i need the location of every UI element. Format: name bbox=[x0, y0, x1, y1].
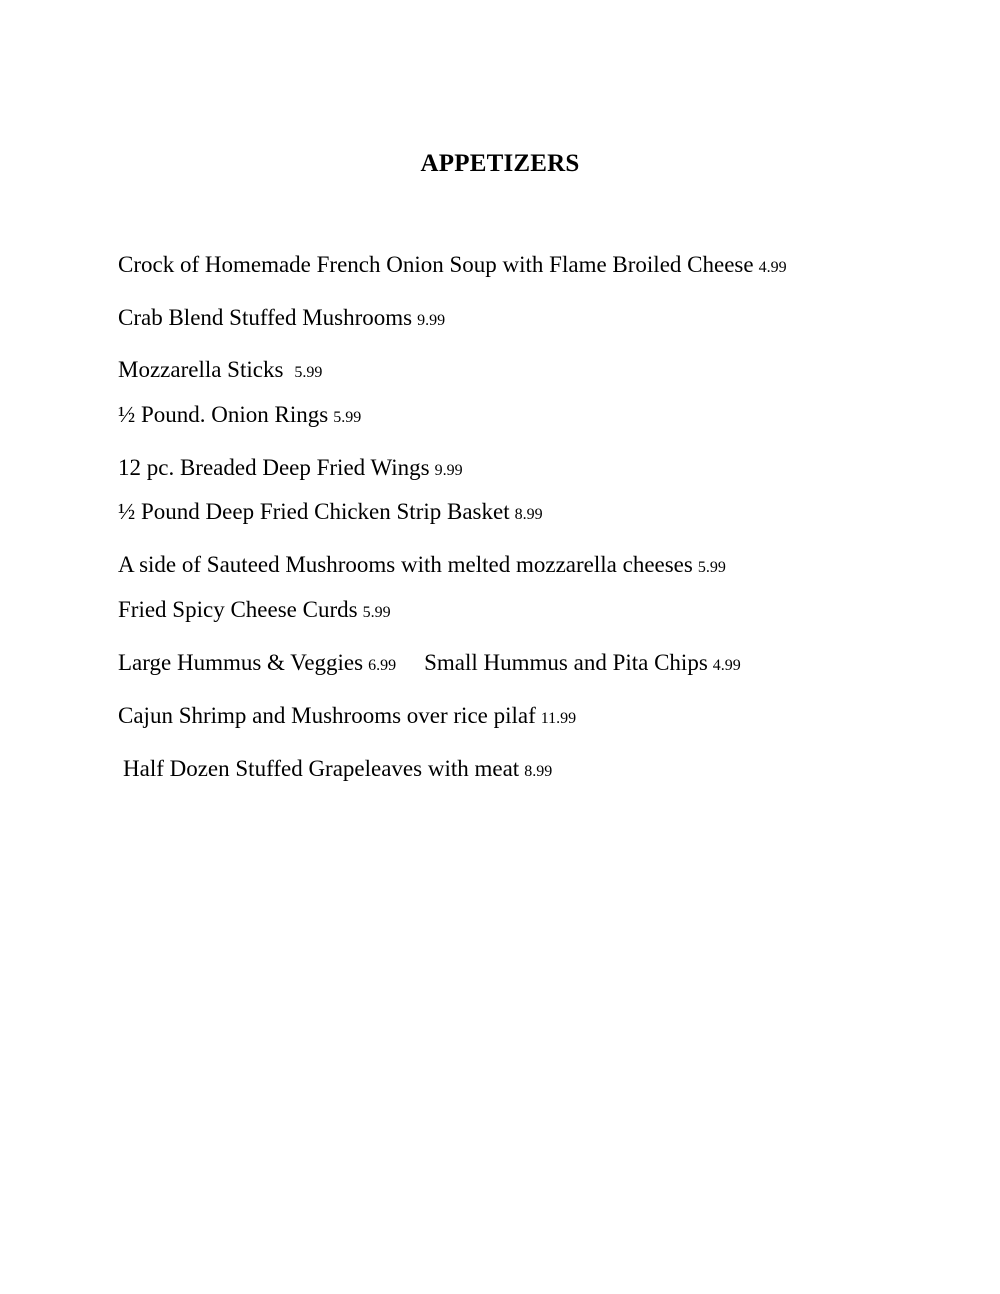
menu-item bbox=[118, 550, 726, 583]
item-price: 5.99 bbox=[333, 409, 362, 426]
item-price-secondary: 4.99 bbox=[712, 657, 741, 674]
item-price: 8.99 bbox=[514, 506, 543, 523]
item-name: ½ Pound Deep Fried Chicken Strip Basket bbox=[118, 499, 510, 524]
item-name: Crab Blend Stuffed Mushrooms bbox=[118, 305, 413, 330]
item-name: Half Dozen Stuffed Grapeleaves with meat bbox=[123, 756, 520, 781]
item-price: 11.99 bbox=[540, 710, 577, 727]
item-name: Crock of Homemade French Onion Soup with Flame Broiled Cheese bbox=[118, 252, 754, 277]
item-name: Fried Spicy Cheese Curds bbox=[118, 597, 358, 622]
menu-item bbox=[118, 497, 543, 530]
item-price: 6.99 bbox=[368, 657, 397, 674]
item-name: Cajun Shrimp and Mushrooms over rice pilaf bbox=[118, 703, 536, 728]
item-name: Large Hummus & Veggies bbox=[118, 650, 364, 675]
menu-item bbox=[123, 754, 552, 787]
menu-item bbox=[118, 355, 322, 388]
menu-item bbox=[118, 595, 391, 628]
menu-item bbox=[118, 701, 576, 734]
item-name-secondary: Small Hummus and Pita Chips bbox=[424, 650, 708, 675]
menu-item bbox=[118, 303, 445, 336]
item-name: 12 pc. Breaded Deep Fried Wings bbox=[118, 455, 430, 480]
item-name: ½ Pound. Onion Rings bbox=[118, 402, 329, 427]
menu-item bbox=[118, 453, 463, 486]
item-price: 8.99 bbox=[524, 763, 553, 780]
item-price: 4.99 bbox=[758, 259, 787, 276]
item-price: 5.99 bbox=[697, 559, 726, 576]
item-price: 5.99 bbox=[362, 604, 391, 621]
menu-title: APPETIZERS bbox=[420, 150, 580, 177]
item-price: 9.99 bbox=[417, 312, 446, 329]
menu-item bbox=[118, 400, 361, 433]
item-name: A side of Sauteed Mushrooms with melted mozzarella cheeses bbox=[118, 552, 693, 577]
menu-item bbox=[118, 250, 787, 283]
item-name: Mozzarella Sticks bbox=[118, 357, 284, 382]
menu-item bbox=[118, 648, 741, 681]
item-price: 9.99 bbox=[434, 462, 463, 479]
item-price: 5.99 bbox=[294, 364, 323, 381]
